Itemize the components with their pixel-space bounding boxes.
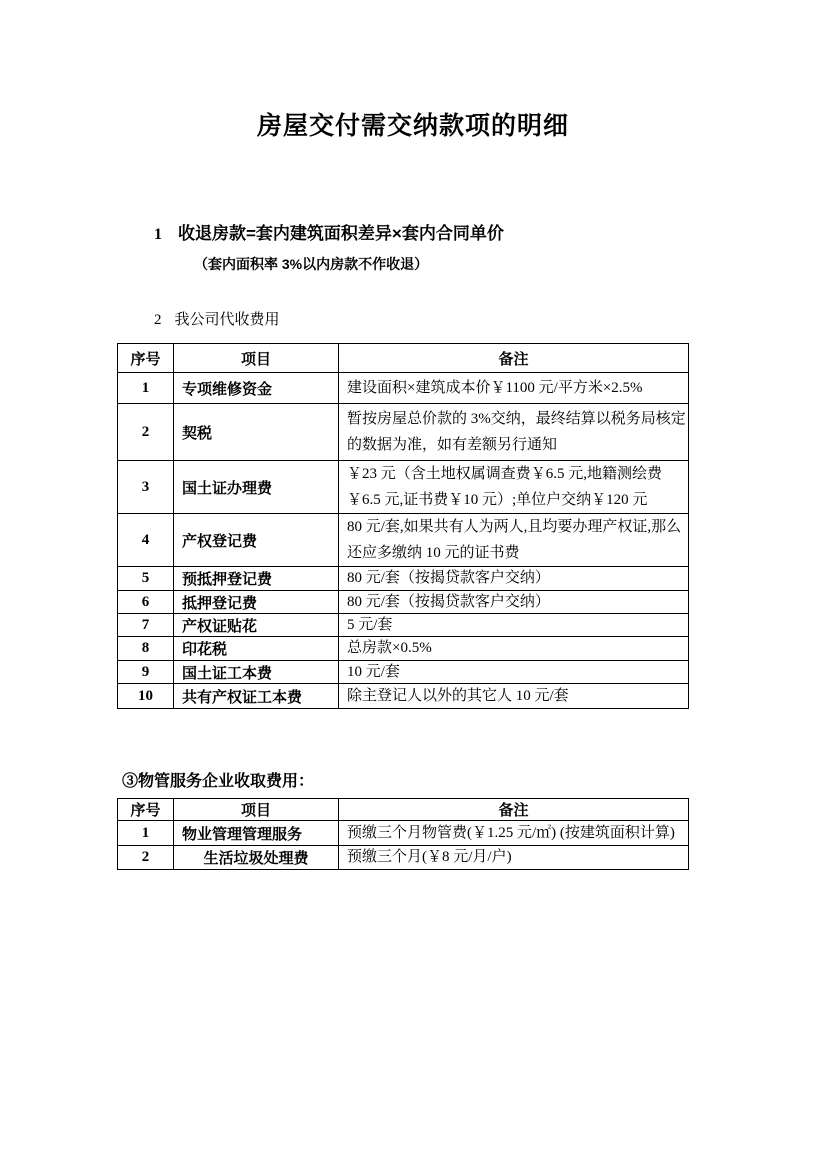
section-1-note: （套内面积率 3%以内房款不作收退） (194, 256, 429, 272)
cell-remark: 总房款×0.5% (339, 637, 689, 661)
table-row (118, 846, 689, 870)
cell-item: 产权登记费 (174, 514, 339, 567)
cell-remark: 预缴三个月物管费(￥1.25 元/㎡) (按建筑面积计算) (339, 821, 689, 846)
cell-no: 4 (118, 514, 174, 567)
cell-no: 7 (118, 614, 174, 637)
cell-item: 国土证工本费 (174, 661, 339, 684)
column-header-no: 序号 (118, 799, 174, 821)
cell-remark: 10 元/套 (339, 661, 689, 684)
section-1-number: 1 (154, 226, 162, 243)
cell-no: 10 (118, 684, 174, 709)
cell-item: 契税 (174, 404, 339, 461)
page-title: 房屋交付需交纳款项的明细 (256, 112, 569, 140)
section-2-number: 2 (154, 312, 162, 328)
table-row (118, 684, 689, 709)
table-header-row (118, 799, 689, 821)
column-header-item: 项目 (174, 799, 339, 821)
section-1-heading (154, 219, 504, 244)
column-header-remark: 备注 (339, 799, 689, 821)
cell-remark: 除主登记人以外的其它人 10 元/套 (339, 684, 689, 709)
cell-item: 预抵押登记费 (174, 567, 339, 591)
cell-remark: 80 元/套（按揭贷款客户交纳） (339, 567, 689, 591)
property-management-fees-table (117, 798, 689, 870)
table-row (118, 404, 689, 461)
cell-no: 3 (118, 461, 174, 514)
table-row (118, 637, 689, 661)
cell-item: 抵押登记费 (174, 591, 339, 614)
section-2-text: 我公司代收费用 (174, 312, 280, 328)
column-header-item: 项目 (174, 344, 339, 373)
cell-remark: 80 元/套（按揭贷款客户交纳） (339, 591, 689, 614)
section-3-heading: ③物管服务企业收取费用： (122, 773, 315, 790)
table-row (118, 373, 689, 404)
cell-no: 5 (118, 567, 174, 591)
table-row (118, 591, 689, 614)
section-2-heading (154, 308, 280, 329)
table-row (118, 514, 689, 567)
cell-item: 国土证办理费 (174, 461, 339, 514)
cell-item: 物业管理管理服务 (174, 821, 339, 846)
cell-no: 9 (118, 661, 174, 684)
cell-remark: 5 元/套 (339, 614, 689, 637)
cell-remark: 预缴三个月(￥8 元/月/户) (339, 846, 689, 870)
cell-item: 产权证贴花 (174, 614, 339, 637)
cell-no: 2 (118, 404, 174, 461)
cell-no: 1 (118, 821, 174, 846)
cell-item: 生活垃圾处理费 (174, 846, 339, 870)
cell-remark: 暂按房屋总价款的 3%交纳，最终结算以税务局核定的数据为准，如有差额另行通知 (339, 404, 689, 461)
column-header-remark: 备注 (339, 344, 689, 373)
cell-no: 2 (118, 846, 174, 870)
cell-item: 印花税 (174, 637, 339, 661)
cell-item: 专项维修资金 (174, 373, 339, 404)
cell-item: 共有产权证工本费 (174, 684, 339, 709)
section-1-text: 收退房款=套内建筑面积差异×套内合同单价 (178, 224, 504, 243)
table-row (118, 614, 689, 637)
cell-remark: 建设面积×建筑成本价￥1100 元/平方米×2.5% (339, 373, 689, 404)
company-collected-fees-table (117, 343, 689, 709)
cell-remark: ￥23 元（含土地权属调查费￥6.5 元,地籍测绘费￥6.5 元,证书费￥10 元）;单位户交纳￥120 元 (339, 461, 689, 514)
table-row (118, 567, 689, 591)
cell-no: 1 (118, 373, 174, 404)
cell-no: 8 (118, 637, 174, 661)
table-header-row (118, 344, 689, 373)
table-row (118, 661, 689, 684)
cell-no: 6 (118, 591, 174, 614)
column-header-no: 序号 (118, 344, 174, 373)
table-row (118, 821, 689, 846)
cell-remark: 80 元/套,如果共有人为两人,且均要办理产权证,那么还应多缴纳 10 元的证书费 (339, 514, 689, 567)
table-row (118, 461, 689, 514)
